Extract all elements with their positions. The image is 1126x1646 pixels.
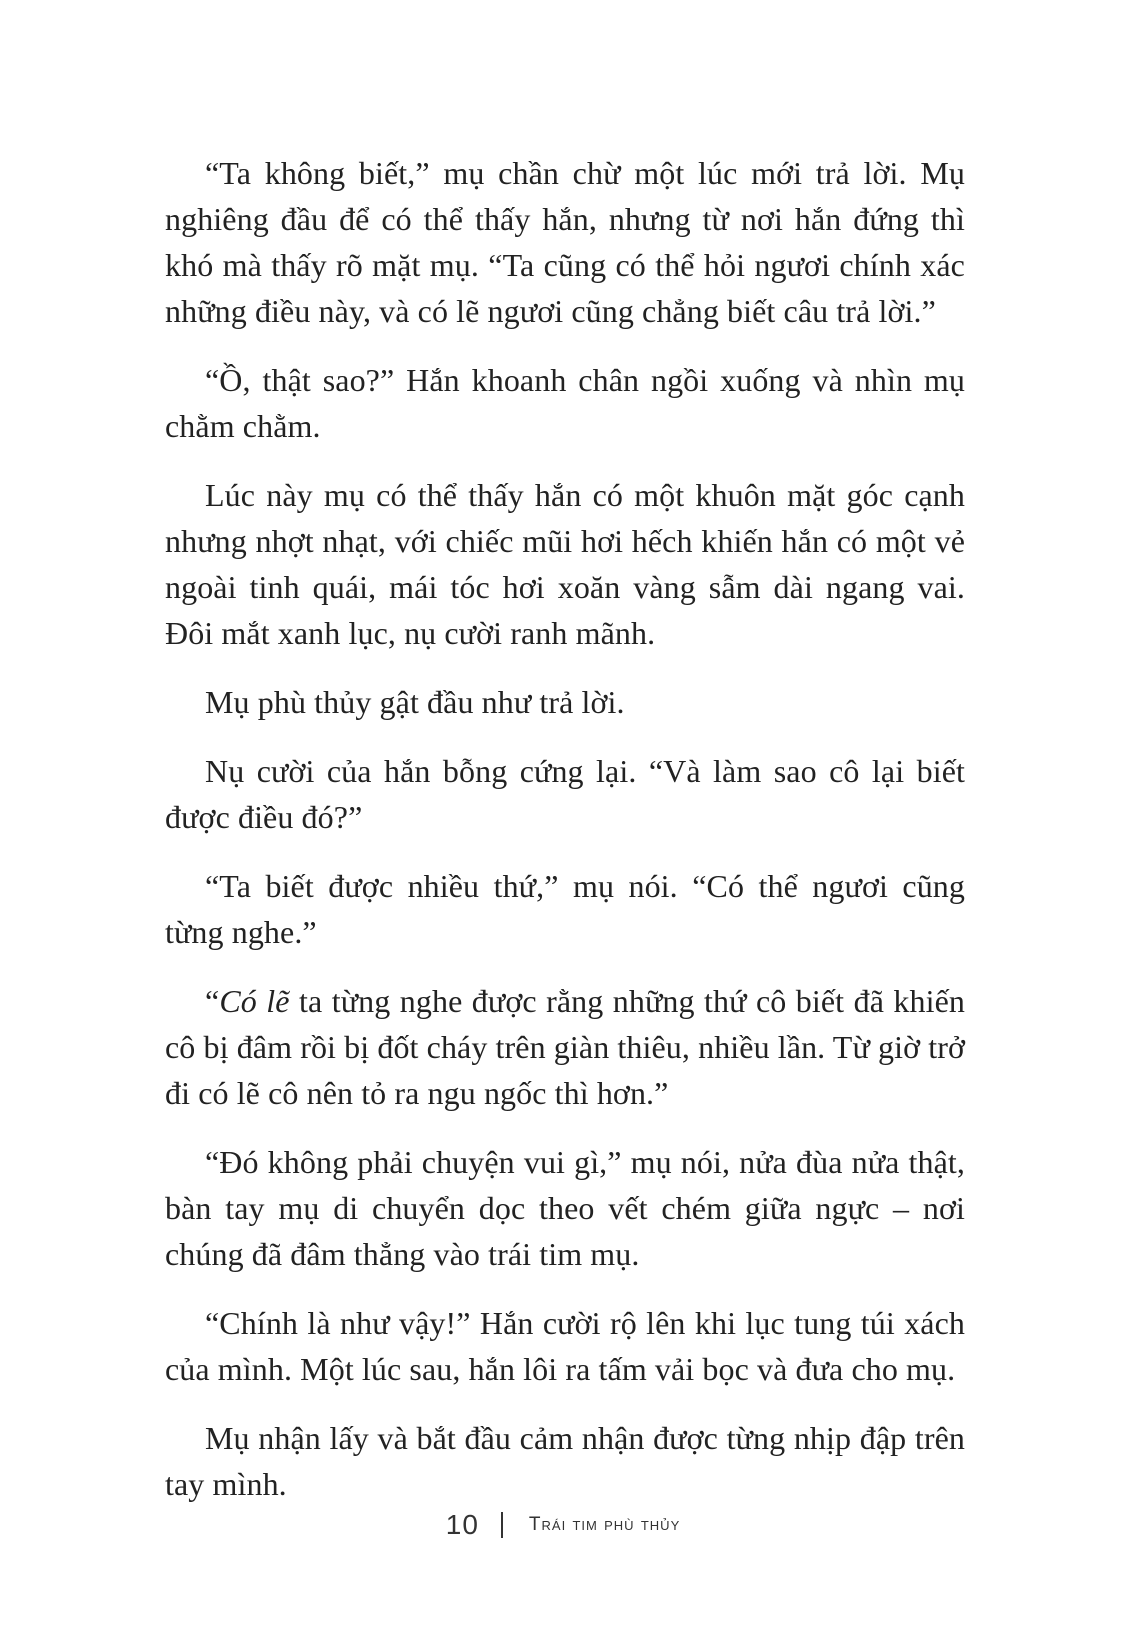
paragraph-2: “Ồ, thật sao?” Hắn khoanh chân ngồi xuống và nhìn mụ chằm chằm.: [165, 362, 965, 444]
page-footer: [0, 1505, 1126, 1545]
paragraph-4: Mụ phù thủy gật đầu như trả lời.: [205, 684, 625, 720]
paragraph-10: Mụ nhận lấy và bắt đầu cảm nhận được từng nhịp đập trên tay mình.: [165, 1420, 965, 1502]
paragraph-7-italic: Có lẽ: [219, 983, 290, 1019]
paragraph-7: [165, 978, 965, 1116]
body-text: [165, 150, 965, 1530]
page-number: 10: [445, 1509, 479, 1540]
footer-separator: [501, 1512, 503, 1538]
paragraph-7-rest: ta từng nghe được rằng những thứ cô biết đã khiến cô bị đâm rồi bị đốt cháy trên giàn thiêu, nhiều lần. Từ giờ trở đi có lẽ cô nên tỏ ra ngu ngốc thì hơn.”: [165, 983, 966, 1111]
paragraph-1: “Ta không biết,” mụ chần chừ một lúc mới trả lời. Mụ nghiêng đầu để có thể thấy hắn, nhưng từ nơi hắn đứng thì khó mà thấy rõ mặt mụ. “Ta cũng có thể hỏi ngươi chính xác những điều này, và có lẽ ngươi cũng chẳng biết câu trả lời.”: [165, 155, 965, 329]
paragraph-8: “Đó không phải chuyện vui gì,” mụ nói, nửa đùa nửa thật, bàn tay mụ di chuyển dọc theo vết chém giữa ngực – nơi chúng đã đâm thẳng vào trái tim mụ.: [165, 1144, 965, 1272]
paragraph-3: Lúc này mụ có thể thấy hắn có một khuôn mặt góc cạnh nhưng nhợt nhạt, với chiếc mũi hơi hếch khiến hắn có một vẻ ngoài tinh quái, mái tóc hơi xoăn vàng sẫm dài ngang vai. Đôi mắt xanh lục, nụ cười ranh mãnh.: [165, 477, 965, 651]
running-title: Trái tim phù thủy: [528, 1514, 681, 1535]
paragraph-9: “Chính là như vậy!” Hắn cười rộ lên khi lục tung túi xách của mình. Một lúc sau, hắn lôi ra tấm vải bọc và đưa cho mụ.: [165, 1305, 965, 1387]
paragraph-5: Nụ cười của hắn bỗng cứng lại. “Và làm sao cô lại biết được điều đó?”: [165, 753, 965, 835]
paragraph-7-open-quote: “: [205, 983, 220, 1019]
paragraph-6: “Ta biết được nhiều thứ,” mụ nói. “Có thể ngươi cũng từng nghe.”: [165, 868, 965, 950]
